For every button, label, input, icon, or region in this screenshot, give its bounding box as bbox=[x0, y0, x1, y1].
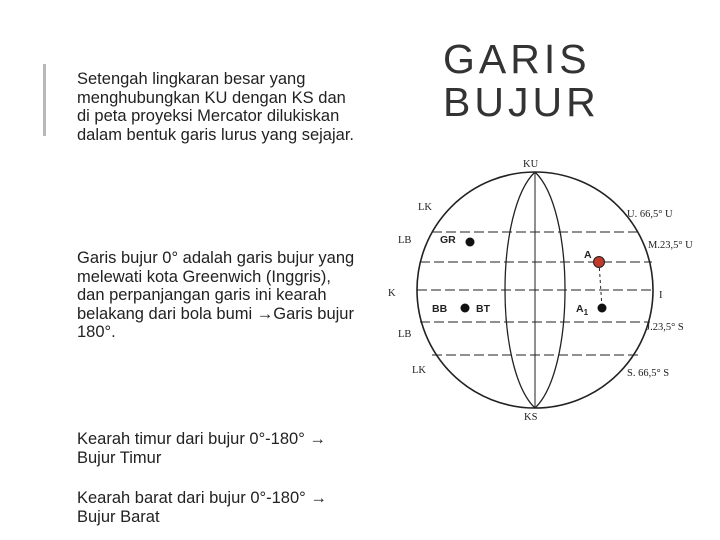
label-ku: KU bbox=[523, 159, 539, 170]
label-a1: $A_1$ bbox=[576, 303, 589, 317]
title-line-1: GARIS bbox=[443, 36, 591, 82]
paragraph-greenwich: Garis bujur 0° adalah garis bujur yang melewati kota Greenwich (Inggris), dan perpanjangan garis ini kearah belakang dari bola bumi →Garis bujur 180°. bbox=[77, 249, 355, 342]
label-lk-bottom: LK bbox=[412, 365, 426, 376]
title-line-2: BUJUR bbox=[443, 79, 600, 125]
point-gr bbox=[466, 238, 475, 247]
label-gr: GR bbox=[440, 234, 456, 246]
point-a1 bbox=[598, 304, 607, 313]
a-a1-connector bbox=[599, 262, 602, 308]
label-m-lat: M.23,5° U bbox=[648, 240, 693, 251]
label-lb-bottom: LB bbox=[398, 329, 412, 340]
label-right-mid: I bbox=[659, 290, 663, 301]
label-u-lat: U. 66,5° U bbox=[627, 209, 673, 220]
label-k: K bbox=[388, 288, 396, 299]
accent-bar bbox=[43, 64, 46, 136]
label-lk-top: LK bbox=[418, 202, 432, 213]
label-a: A bbox=[584, 249, 592, 261]
label-s-lat: S. 66,5° S bbox=[627, 368, 670, 379]
point-a bbox=[594, 257, 605, 268]
paragraph-definition: Setengah lingkaran besar yang menghubungkan KU dengan KS dan di peta proyeksi Mercator dilukiskan dalam bentuk garis lurus yang sejajar. bbox=[77, 70, 354, 144]
label-ks: KS bbox=[524, 412, 538, 423]
paragraph-west: Kearah barat dari bujur 0°-180° → Bujur Barat bbox=[77, 489, 327, 526]
label-bt: BT bbox=[476, 303, 490, 315]
label-lb-top: LB bbox=[398, 235, 412, 246]
paragraph-east: Kearah timur dari bujur 0°-180° → Bujur Timur bbox=[77, 430, 326, 467]
label-bb: BB bbox=[432, 303, 448, 315]
label-j-lat: J.23,5° S bbox=[646, 322, 684, 333]
point-bb bbox=[461, 304, 470, 313]
globe-diagram bbox=[380, 150, 700, 430]
